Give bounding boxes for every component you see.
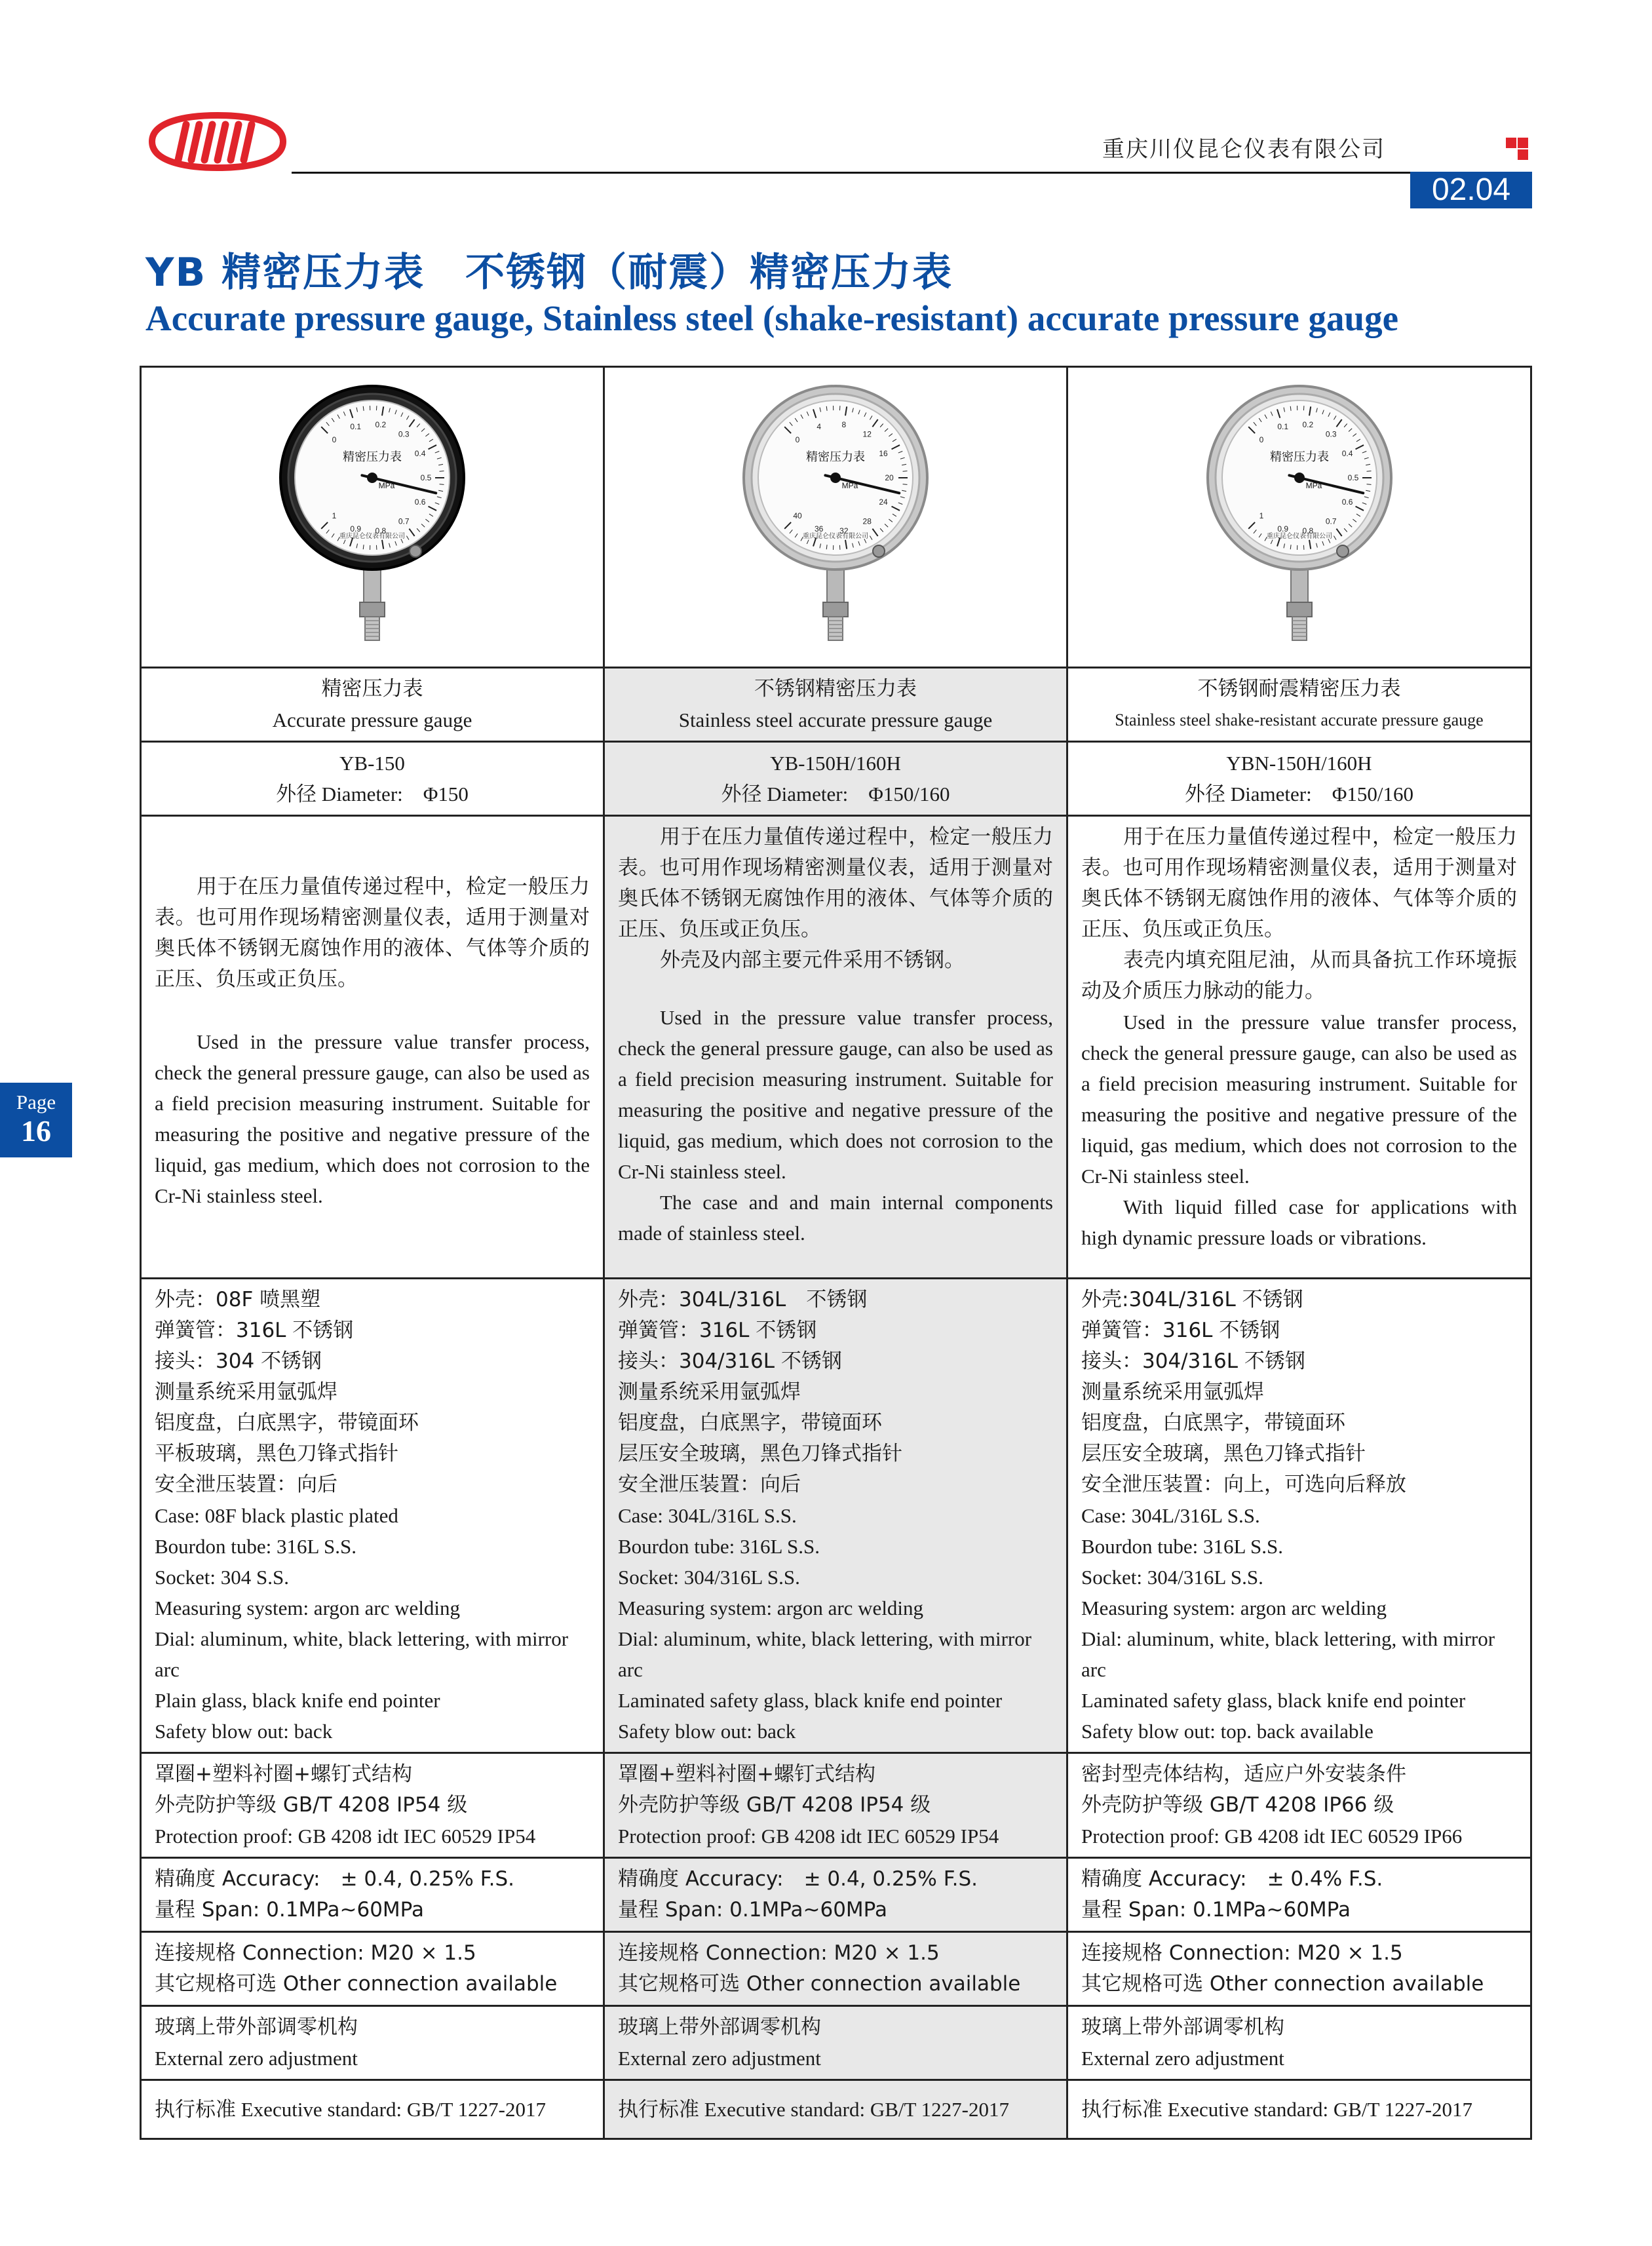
product-name-en: Stainless steel accurate pressure gauge <box>678 708 993 731</box>
model-cell <box>604 742 1067 816</box>
accuracy-list <box>155 1864 590 1926</box>
scale-label: 20 <box>885 473 894 482</box>
diameter: 外径 Diameter: Φ150 <box>276 783 469 805</box>
spec-line: 连接规格 Connection: M20 × 1.5 <box>618 1941 940 1965</box>
spec-line: Plain glass, black knife end pointer <box>155 1689 440 1712</box>
spec-line: Dial: aluminum, white, black lettering, with mirror arc <box>618 1627 1032 1681</box>
gauge-hex-fitting <box>1287 602 1312 617</box>
description-cell <box>141 816 604 1279</box>
spec-line: 平板玻璃，黑色刀锋式指针 <box>155 1442 398 1465</box>
dial-unit: MPa <box>378 481 395 490</box>
description-en: Used in the pressure value transfer process, check the general pressure gauge, can also be used as a field precision measuring instrument. Suitable for measuring the positive and negative pressure of the liquid, gas medium, which does not corrosion to the Cr-Ni stainless steel. <box>155 1030 590 1207</box>
header-rule <box>292 172 1524 174</box>
spec-line: 玻璃上带外部调零机构 <box>1081 2015 1284 2039</box>
zero-adjuster <box>1337 545 1349 557</box>
connection-cell <box>604 1932 1067 2006</box>
model-number: YB-150 <box>339 752 405 775</box>
model-row <box>141 742 1531 816</box>
model-number: YBN-150H/160H <box>1226 752 1372 775</box>
spec-line: 铝度盘，白底黑字，带镜面环 <box>618 1411 882 1435</box>
standard-text: 执行标准 Executive standard: GB/T 1227-2017 <box>1081 2098 1472 2121</box>
spec-line: 测量系统采用氩弧焊 <box>1081 1380 1264 1404</box>
product-name-cn: 精密压力表 <box>321 677 423 701</box>
scale-label: 0 <box>1259 435 1263 445</box>
company-logo <box>139 110 296 173</box>
gauge-hex-fitting <box>823 602 848 617</box>
zero-adjuster <box>873 545 885 557</box>
protection-cell <box>1067 1753 1531 1858</box>
zero-adjust-list <box>1081 2012 1517 2074</box>
scale-label: 0.1 <box>350 422 362 432</box>
scale-label: 0.7 <box>398 516 410 526</box>
spec-line: 接头：304/316L 不锈钢 <box>1081 1349 1305 1373</box>
standard-cell <box>1067 2080 1531 2139</box>
gauge-image-cell <box>604 367 1067 668</box>
product-name-cn: 不锈钢精密压力表 <box>754 677 917 701</box>
spec-line: 测量系统采用氩弧焊 <box>155 1380 337 1404</box>
spec-line: 外壳防护等级 GB/T 4208 IP54 级 <box>155 1793 468 1817</box>
scale-label: 0 <box>332 435 337 445</box>
gauge-image-cell <box>1067 367 1531 668</box>
scale-label: 0.6 <box>1341 497 1353 507</box>
gauge-stainless-shake-resistant <box>1201 373 1398 661</box>
diameter: 外径 Diameter: Φ150/160 <box>721 783 950 805</box>
spec-line: Dial: aluminum, white, black lettering, with mirror arc <box>155 1627 569 1681</box>
product-name-en: Stainless steel shake-resistant accurate pressure gauge <box>1115 710 1484 729</box>
spec-line: 罩圈+塑料衬圈+螺钉式结构 <box>618 1762 875 1786</box>
scale-tick <box>440 471 444 472</box>
description-en: Used in the pressure value transfer process, check the general pressure gauge, can also be used as a field precision measuring instrument. Suitable for measuring the positive and negative pressure of the liquid, gas medium, which does not corrosion to the Cr-Ni stainless steel. <box>1081 1011 1517 1188</box>
spec-line: 其它规格可选 Other connection available <box>1081 1972 1484 1996</box>
accuracy-list <box>618 1864 1053 1926</box>
standard-cell <box>604 2080 1067 2139</box>
scale-label: 32 <box>839 526 849 535</box>
scale-tick <box>903 471 908 472</box>
company-name: 重庆川仪昆仑仪表有限公司 <box>1102 136 1385 163</box>
spec-line: External zero adjustment <box>618 2047 821 2070</box>
materials-list <box>155 1285 590 1747</box>
protection-list <box>618 1759 1053 1851</box>
product-name-cn: 不锈钢耐震精密压力表 <box>1197 677 1401 701</box>
pointer-hub <box>830 473 841 483</box>
page-label: Page <box>16 1091 56 1113</box>
scale-tick <box>903 484 908 485</box>
spec-line: 层压安全玻璃，黑色刀锋式指针 <box>1081 1442 1366 1465</box>
scale-label: 24 <box>879 497 888 507</box>
gauge-hex-fitting <box>360 602 385 617</box>
spec-line: 量程 Span: 0.1MPa~60MPa <box>618 1898 887 1922</box>
scale-label: 8 <box>841 420 847 430</box>
page-title-cn: YB 精密压力表 不锈钢（耐震）精密压力表 <box>145 250 953 296</box>
spec-line: Laminated safety glass, black knife end pointer <box>618 1689 1003 1712</box>
materials-cell <box>141 1279 604 1753</box>
spec-line: 量程 Span: 0.1MPa~60MPa <box>1081 1898 1351 1922</box>
gauge-black <box>274 373 471 661</box>
scale-tick <box>1366 484 1371 485</box>
protection-cell <box>604 1753 1067 1858</box>
spec-line: 弹簧管：316L 不锈钢 <box>618 1319 817 1342</box>
description-en: With liquid filled case for applications with high dynamic pressure loads or vibrations. <box>1081 1195 1517 1249</box>
spec-line: 其它规格可选 Other connection available <box>155 1972 558 1996</box>
spec-line: 铝度盘，白底黑字，带镜面环 <box>155 1411 419 1435</box>
spec-line: Case: 08F black plastic plated <box>155 1504 398 1527</box>
product-name-en: Accurate pressure gauge <box>272 708 472 731</box>
dial-maker: 重庆昆仑仪表有限公司 <box>803 533 868 540</box>
scale-label: 0.4 <box>414 448 426 458</box>
description-cell <box>1067 816 1531 1279</box>
spec-line: 玻璃上带外部调零机构 <box>155 2015 358 2039</box>
description-cn: 用于在压力量值传递过程中，检定一般压力表。也可用作现场精密测量仪表，适用于测量对奥氏体不锈钢无腐蚀作用的液体、气体等介质的正压、负压或正负压。 <box>618 825 1053 941</box>
spec-table <box>140 366 1532 2140</box>
connection-row <box>141 1932 1531 2006</box>
dial-title: 精密压力表 <box>806 450 865 464</box>
scale-label: 4 <box>816 422 822 432</box>
scale-label: 0.5 <box>420 473 432 482</box>
scale-tick <box>1366 471 1371 472</box>
spec-line: 外壳：08F 喷黑塑 <box>155 1288 321 1311</box>
protection-list <box>155 1759 590 1851</box>
spec-line: Socket: 304 S.S. <box>155 1566 289 1589</box>
spec-line: 精确度 Accuracy: ± 0.4, 0.25% F.S. <box>618 1867 978 1891</box>
spec-line: Safety blow out: back <box>618 1720 796 1743</box>
scale-label: 0.1 <box>1277 422 1288 432</box>
spec-line: External zero adjustment <box>155 2047 358 2070</box>
gauge-image-cell <box>141 367 604 668</box>
scale-label: 0.3 <box>398 429 410 439</box>
scale-label: 0.8 <box>1301 526 1313 535</box>
spec-line: 量程 Span: 0.1MPa~60MPa <box>155 1898 424 1922</box>
spec-line: 弹簧管：316L 不锈钢 <box>1081 1319 1280 1342</box>
description-cn: 用于在压力量值传递过程中，检定一般压力表。也可用作现场精密测量仪表，适用于测量对奥氏体不锈钢无腐蚀作用的液体、气体等介质的正压、负压或正负压。 <box>1081 825 1517 941</box>
description-en: Used in the pressure value transfer process, check the general pressure gauge, can also be used as a field precision measuring instrument. Suitable for measuring the positive and negative pressure of the liquid, gas medium, which does not corrosion to the Cr-Ni stainless steel. <box>618 1006 1053 1183</box>
connection-list <box>618 1938 1053 2000</box>
scale-label: 0.2 <box>1301 420 1313 430</box>
spec-line: 外壳:304L/316L 不锈钢 <box>1081 1288 1303 1311</box>
scale-label: 0.9 <box>350 524 362 533</box>
materials-cell <box>1067 1279 1531 1753</box>
connection-cell <box>1067 1932 1531 2006</box>
spec-line: 密封型壳体结构，适应户外安装条件 <box>1081 1762 1406 1786</box>
spec-line: Bourdon tube: 316L S.S. <box>618 1535 820 1558</box>
scale-label: 12 <box>862 429 872 439</box>
spec-line: 层压安全玻璃，黑色刀锋式指针 <box>618 1442 902 1465</box>
spec-line: 测量系统采用氩弧焊 <box>618 1380 801 1404</box>
zero-adjust-list <box>155 2012 590 2074</box>
protection-row <box>141 1753 1531 1858</box>
protection-cell <box>141 1753 604 1858</box>
spec-line: Socket: 304/316L S.S. <box>1081 1566 1263 1589</box>
dial-title: 精密压力表 <box>343 450 402 464</box>
product-name-cell <box>604 668 1067 742</box>
accuracy-cell <box>1067 1858 1531 1932</box>
description-row <box>141 816 1531 1279</box>
scale-label: 0.3 <box>1325 429 1337 439</box>
spec-line: Dial: aluminum, white, black lettering, with mirror arc <box>1081 1627 1495 1681</box>
materials-list <box>1081 1285 1517 1747</box>
standard-row <box>141 2080 1531 2139</box>
scale-tick <box>440 484 444 485</box>
spec-line: 外壳防护等级 GB/T 4208 IP54 级 <box>618 1793 931 1817</box>
accuracy-row <box>141 1858 1531 1932</box>
connection-cell <box>141 1932 604 2006</box>
pointer-hub <box>367 473 377 483</box>
spec-line: 安全泄压装置：向后 <box>618 1473 801 1496</box>
spec-line: 连接规格 Connection: M20 × 1.5 <box>1081 1941 1403 1965</box>
spec-line: 安全泄压装置：向上，可选向后释放 <box>1081 1473 1406 1496</box>
connection-list <box>155 1938 590 2000</box>
materials-cell <box>604 1279 1067 1753</box>
spec-line: 罩圈+塑料衬圈+螺钉式结构 <box>155 1762 412 1786</box>
scale-label: 28 <box>862 516 872 526</box>
spec-line: 其它规格可选 Other connection available <box>618 1972 1021 1996</box>
section-number: 02.04 <box>1410 172 1532 208</box>
dial-maker: 重庆昆仑仪表有限公司 <box>339 533 405 540</box>
image-row <box>141 367 1531 668</box>
description-en: The case and and main internal components made of stainless steel. <box>618 1191 1053 1245</box>
scale-label: 36 <box>814 524 824 533</box>
description-cn: 表壳内填充阻尼油，从而具备抗工作环境振动及介质压力脉动的能力。 <box>1081 948 1517 1003</box>
spec-line: Protection proof: GB 4208 idt IEC 60529 IP54 <box>155 1825 536 1848</box>
spec-line: Bourdon tube: 316L S.S. <box>1081 1535 1284 1558</box>
protection-list <box>1081 1759 1517 1851</box>
zero-adjust-cell <box>141 2006 604 2080</box>
spec-line: 外壳：304L/316L 不锈钢 <box>618 1288 868 1311</box>
description-cell <box>604 816 1067 1279</box>
spec-line: 接头：304 不锈钢 <box>155 1349 322 1373</box>
materials-list <box>618 1285 1053 1747</box>
page-title-en: Accurate pressure gauge, Stainless steel (shake-resistant) accurate pressure gauge <box>145 298 1399 338</box>
model-number: YB-150H/160H <box>770 752 901 775</box>
scale-label: 0.5 <box>1347 473 1358 482</box>
zero-adjust-row <box>141 2006 1531 2080</box>
zero-adjust-cell <box>1067 2006 1531 2080</box>
spec-line: Case: 304L/316L S.S. <box>618 1504 797 1527</box>
scale-label: 40 <box>793 511 802 520</box>
spec-line: 接头：304/316L 不锈钢 <box>618 1349 842 1373</box>
spec-line: Safety blow out: back <box>155 1720 333 1743</box>
spec-line: 铝度盘，白底黑字，带镜面环 <box>1081 1411 1345 1435</box>
spec-line: 安全泄压装置：向后 <box>155 1473 337 1496</box>
scale-label: 0.8 <box>375 526 387 535</box>
scale-label: 0.7 <box>1325 516 1337 526</box>
model-cell <box>141 742 604 816</box>
accuracy-cell <box>604 1858 1067 1932</box>
accuracy-cell <box>141 1858 604 1932</box>
spec-line: Measuring system: argon arc welding <box>155 1597 461 1619</box>
scale-label: 0.6 <box>414 497 426 507</box>
product-name-cell <box>1067 668 1531 742</box>
spec-line: Measuring system: argon arc welding <box>618 1597 924 1619</box>
scale-label: 1 <box>1259 511 1263 520</box>
spec-line: 玻璃上带外部调零机构 <box>618 2015 821 2039</box>
accuracy-list <box>1081 1864 1517 1926</box>
standard-text: 执行标准 Executive standard: GB/T 1227-2017 <box>155 2098 546 2121</box>
scale-label: 0.9 <box>1277 524 1288 533</box>
spec-line: Socket: 304/316L S.S. <box>618 1566 800 1589</box>
description-cn: 用于在压力量值传递过程中，检定一般压力表。也可用作现场精密测量仪表，适用于测量对奥氏体不锈钢无腐蚀作用的液体、气体等介质的正压、负压或正负压。 <box>155 875 590 991</box>
dial-maker: 重庆昆仑仪表有限公司 <box>1266 533 1332 540</box>
spec-line: Safety blow out: top. back available <box>1081 1720 1373 1743</box>
dial-title: 精密压力表 <box>1269 450 1329 464</box>
zero-adjust-cell <box>604 2006 1067 2080</box>
description-cn: 外壳及内部主要元件采用不锈钢。 <box>660 948 965 972</box>
spec-line: 弹簧管：316L 不锈钢 <box>155 1319 354 1342</box>
spec-line: 精确度 Accuracy: ± 0.4, 0.25% F.S. <box>155 1867 514 1891</box>
standard-cell <box>141 2080 604 2139</box>
diameter: 外径 Diameter: Φ150/160 <box>1185 783 1413 805</box>
scale-label: 0.4 <box>1341 448 1353 458</box>
zero-adjust-list <box>618 2012 1053 2074</box>
gauge-stainless <box>737 373 934 661</box>
product-name-row <box>141 668 1531 742</box>
scale-label: 0 <box>795 435 800 445</box>
spec-line: Protection proof: GB 4208 idt IEC 60529 IP66 <box>1081 1825 1463 1848</box>
dial-unit: MPa <box>841 481 858 490</box>
dial-unit: MPa <box>1305 481 1322 490</box>
spec-line: 外壳防护等级 GB/T 4208 IP66 级 <box>1081 1793 1394 1817</box>
spec-line: Laminated safety glass, black knife end pointer <box>1081 1689 1466 1712</box>
spec-line: Case: 304L/316L S.S. <box>1081 1504 1260 1527</box>
scale-label: 1 <box>332 511 337 520</box>
page-number: 16 <box>21 1114 51 1148</box>
connection-list <box>1081 1938 1517 2000</box>
scale-label: 0.2 <box>375 420 387 430</box>
spec-line: External zero adjustment <box>1081 2047 1284 2070</box>
product-name-cell <box>141 668 604 742</box>
spec-line: Protection proof: GB 4208 idt IEC 60529 IP54 <box>618 1825 999 1848</box>
spec-line: 精确度 Accuracy: ± 0.4% F.S. <box>1081 1867 1383 1891</box>
page-tab <box>0 1083 72 1157</box>
materials-row <box>141 1279 1531 1753</box>
spec-line: 连接规格 Connection: M20 × 1.5 <box>155 1941 476 1965</box>
spec-line: Measuring system: argon arc welding <box>1081 1597 1387 1619</box>
spec-line: Bourdon tube: 316L S.S. <box>155 1535 357 1558</box>
pointer-hub <box>1294 473 1305 483</box>
zero-adjuster <box>410 545 421 557</box>
model-cell <box>1067 742 1531 816</box>
scale-label: 16 <box>879 448 888 458</box>
standard-text: 执行标准 Executive standard: GB/T 1227-2017 <box>618 2098 1009 2121</box>
